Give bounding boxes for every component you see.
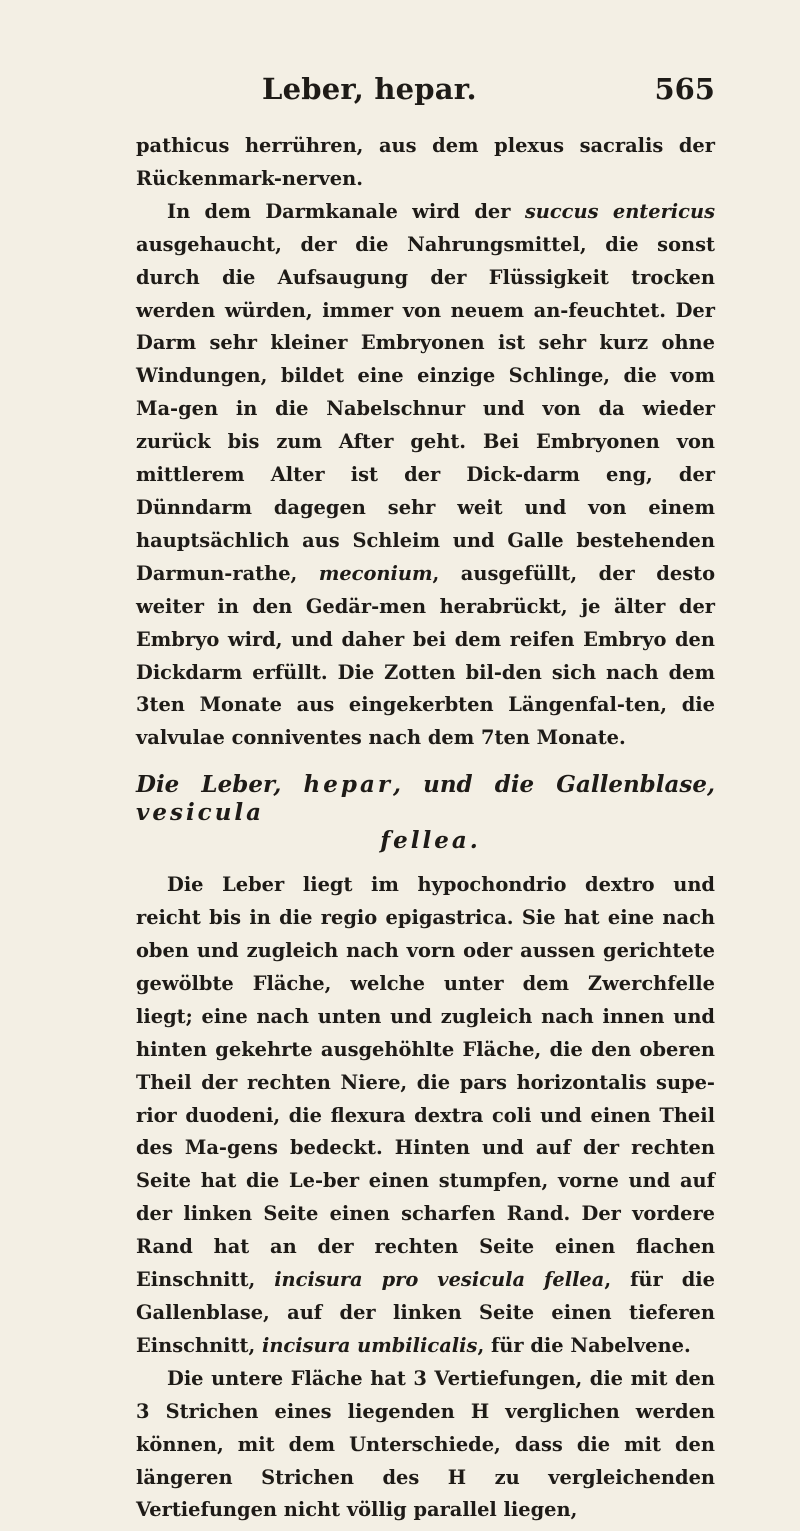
heading-term-fellea: fellea.: [380, 827, 481, 855]
paragraph-leber-lage: [136, 869, 715, 1363]
term-incisura-pro-vesicula: incisura pro vesicula fellea: [274, 1268, 605, 1292]
section-heading: [136, 771, 715, 855]
term-incisura-umbilicalis: incisura umbilicalis: [261, 1333, 478, 1357]
body-text: [136, 130, 715, 1527]
text-run: Die Leber liegt im hypochondrio dextro und reicht bis in die regio epigastrica. Sie hat eine nach oben und zugleich nach vorn oder aussen gerichtete gewölbte Fläche, welche unter dem Zwerchfelle liegt; eine nach unten und zugleich nach innen und hinten gekehrte ausgehöhlte Fläche, die den oberen Theil der rechten Niere, die pars horizontalis supe-rior duodeni, die flexura dextra coli und einen Theil des Ma-gens bedeckt. Hinten und auf der rechten Seite hat die Le-ber einen stumpfen, vorne und auf der linken Seite einen scharfen Rand. Der vordere Rand hat an der rechten Seite einen flachen Einschnitt,: [136, 873, 715, 1292]
heading-run: Die Leber,: [136, 771, 304, 799]
running-title: Leber, hepar.: [262, 72, 477, 106]
paragraph-darmkanal: [136, 196, 715, 755]
paragraph-untere-flaeche: Die untere Fläche hat 3 Vertiefungen, die mit den 3 Strichen eines liegenden H verglichen werden können, mit dem Unterschiede, dass die mit den längeren Strichen des H zu vergleichenden Vertiefungen nicht völlig parallel liegen,: [136, 1366, 715, 1522]
text-run: , für die Nabelvene.: [477, 1333, 691, 1357]
page-number: 565: [654, 72, 715, 106]
heading-term-vesicula: vesicula: [136, 799, 265, 827]
text-run: , für die Gallenblase, auf der linken Seite einen tieferen Einschnitt,: [136, 1268, 715, 1357]
running-head: [136, 0, 715, 130]
paragraph-continuation: pathicus herrühren, aus dem plexus sacralis der Rückenmark-nerven.: [136, 134, 715, 190]
heading-run: , und die Gallenblase,: [392, 771, 715, 799]
heading-term-hepar: hepar: [303, 771, 393, 799]
term-meconium: meconium: [318, 561, 433, 585]
text-run: , ausgefüllt, der desto weiter in den Gedär-men herabrückt, je älter der Embryo wird, und daher bei dem reifen Embryo den Dickdarm erfüllt. Die Zotten bil-den sich nach dem 3ten Monate aus eingekerbten Längenfal-ten, die valvulae conniventes nach dem 7ten Monate.: [136, 561, 716, 750]
term-succus-entericus: succus entericus: [524, 199, 715, 223]
text-run: In dem Darmkanale wird der: [167, 199, 525, 223]
text-run: ausgehaucht, der die Nahrungsmittel, die sonst durch die Aufsaugung der Flüssigkeit trocken werden würden, immer von neuem an-feuchtet. Der Darm sehr kleiner Embryonen ist sehr kurz ohne Windungen, bildet eine einzige Schlinge, die vom Ma-gen in die Nabelschnur und von da wieder zurück bis zum After geht. Bei Embryonen von mittlerem Alter ist der Dick-darm eng, der Dünndarm dagegen sehr weit und von einem hauptsächlich aus Schleim und Galle bestehenden Darmun-rathe,: [136, 232, 715, 585]
